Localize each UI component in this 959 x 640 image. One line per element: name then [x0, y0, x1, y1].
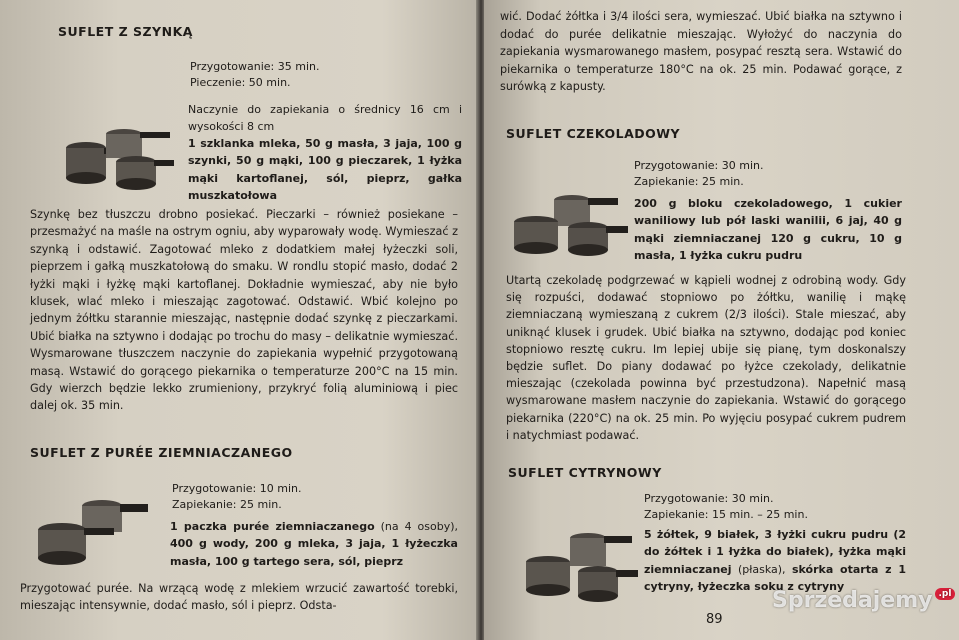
right-page [484, 0, 959, 640]
recipe-body: Utartą czekoladę podgrzewać w kąpieli wodnej z odrobiną wody. Gdy się rozpuści, dodawać stopniowo po żółtku, wanilię i mąkę ziemniaczaną wymieszaną z cukrem (2/3 ilości). Stale mieszać, aby uniknąć klusek i grudek. Ubić białka na sztywno, dodając pod koniec stopniowo resztę cukru. Im lepiej ubije się pianę, tym doskonalszy będzie suflet. Do piany dodawać po łyżce czekolady, delikatnie mieszając (czekolada powinna być przestudzona). Napełnić masą wysmarowane masłem naczynie do zapiekania. Wstawić do gorącego piekarnika (220°C) na ok. 25 min. Po wyjęciu posypać cukrem pudrem i natychmiast podawać. [506, 274, 906, 442]
left-page [0, 0, 478, 640]
ingredients-bold: 1 paczka purée ziemniaczanego [170, 520, 375, 533]
prep-time: Przygotowanie: 30 min. [644, 492, 774, 505]
ingredients: 1 szklanka mleka, 50 g masła, 3 jaja, 100 g szynki, 50 g mąki, 100 g pieczarek, 1 łyżka mąki kartoflanej, sól, pieprz, gałka muszkatołowa [188, 137, 462, 202]
prep-time: Przygotowanie: 30 min. [634, 159, 764, 172]
recipe-continuation: wić. Dodać żółtka i 3/4 ilości sera, wymieszać. Ubić białka na sztywno i dodać do purée delikatnie mieszając. Wyłożyć do naczynia do zapiekania wysmarowanego masłem, posypać resztą sera. Wstawić do piekarnika o temperaturze 180°C na ok. 25 min. Podawać gorące, z surówką z kapusty. [500, 10, 902, 94]
ingredients-part-c: skórka otarta z 1 cytryny, łyżeczka soku z cytryny [644, 562, 906, 593]
ingredients-part-a: 5 żółtek, 9 białek, 3 łyżki cukru pudru (2 do żółtek i 1 łyżka do białek), łyżka mąki ziemniaczanej [644, 528, 906, 576]
ingredients [644, 526, 906, 595]
prep-time: Przygotowanie: 10 min. [172, 482, 302, 495]
bake-time: Pieczenie: 50 min. [190, 76, 291, 89]
recipe-body: Przygotować purée. Na wrzącą wodę z mlekiem wrzucić zawartość torebki, mieszając intensywnie, dodać masło, sól i pieprz. Odsta- [20, 582, 458, 613]
recipe-title-suflet-cytrynowy: SUFLET CYTRYNOWY [508, 465, 662, 480]
prep-time: Przygotowanie: 35 min. [190, 60, 320, 73]
saucepans-illustration [502, 186, 632, 266]
recipe-body: Szynkę bez tłuszczu drobno posiekać. Pieczarki – również posiekane – przesmażyć na maśle na ostrym ogniu, aby wyparowały wodę. Wymieszać z szynką i odstawić. Zagotować mleko z dodatkiem małej łyżeczki soli, pieprzem i gałką muszkatołową do smaku. W rondlu stopić masło, dodać 2 łyżki mąki i łyżkę mąki kartoflanej. Dokładnie wymieszać, aby nie było klusek, wlać mleko i mieszając zagotować. Odstawić. Wbić kolejno po jednym żółtku starannie mieszając, następnie dodać szynkę z pieczarkami. Ubić białka na sztywno i dodając po trochu do masy – delikatnie wymieszać. Wysmarowane tłuszczem naczynie do zapiekania wypełnić przygotowaną masą. Wstawić do gorącego piekarnika o temperaturze 200°C na 15 min. Gdy wierzch będzie lekko zrumieniony, przykryć folią aluminiową i piec dalej ok. 35 min. [30, 208, 458, 413]
saucepans-illustration [20, 488, 150, 572]
saucepans-illustration [46, 118, 176, 194]
ingredients-rest: 400 g wody, 200 g mleka, 3 jaja, 1 łyżeczka masła, 100 g tartego sera, sól, pieprz [170, 537, 458, 568]
ingredients-note: (płaska), [731, 562, 792, 576]
recipe-title-suflet-z-puree: SUFLET Z PURÉE ZIEMNIACZANEGO [30, 445, 293, 460]
saucepans-illustration [512, 522, 640, 612]
bake-time: Zapiekanie: 25 min. [634, 175, 744, 188]
recipe-title-suflet-czekoladowy: SUFLET CZEKOLADOWY [506, 126, 681, 141]
bake-time: Zapiekanie: 25 min. [172, 498, 282, 511]
ingredients [170, 518, 458, 570]
watermark-text: Sprzedajemy [772, 588, 933, 613]
page-number: 89 [706, 612, 723, 627]
recipe-title-suflet-z-szynka: SUFLET Z SZYNKĄ [58, 24, 193, 39]
dish-spec: Naczynie do zapiekania o średnicy 16 cm i wysokości 8 cm [188, 103, 462, 134]
watermark-badge: .pl [935, 588, 956, 600]
ingredients: 200 g bloku czekoladowego, 1 cukier waniliowy lub pół laski wanilii, 6 jaj, 40 g mąki ziemniaczanej 120 g cukru, 10 g masła, 1 łyżka cukru pudru [634, 197, 902, 262]
bake-time: Zapiekanie: 15 min. – 25 min. [644, 508, 808, 521]
watermark [772, 588, 955, 613]
ingredients-note: (na 4 osoby), [374, 520, 458, 533]
